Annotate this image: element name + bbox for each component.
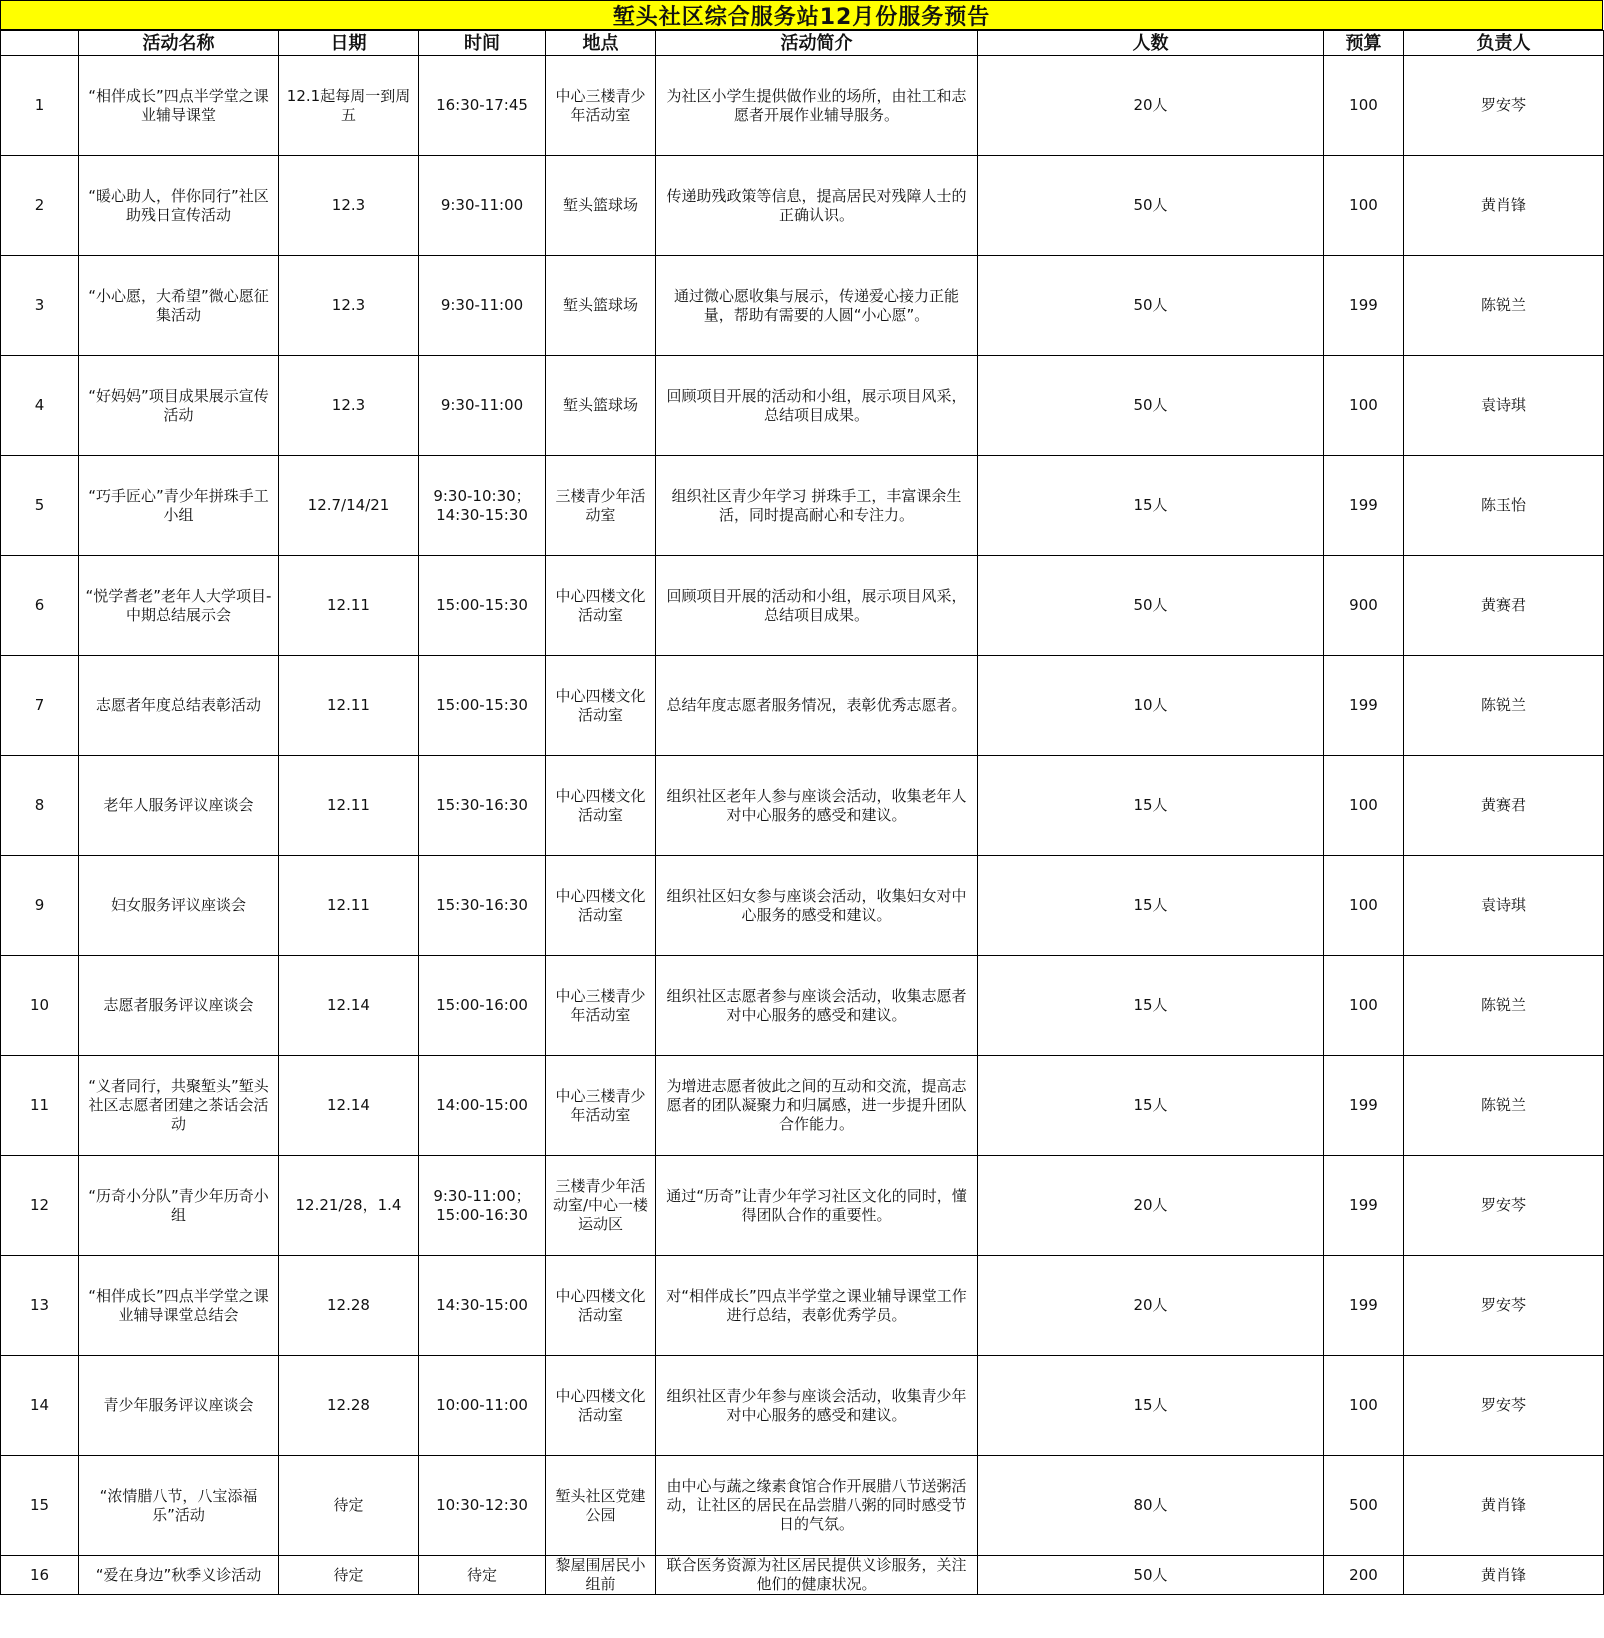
cell-time[interactable]: 15:00-15:30	[419, 556, 546, 656]
cell-lead[interactable]: 罗安芩	[1404, 56, 1604, 156]
table-row	[1, 456, 1604, 556]
cell-description[interactable]: 为社区小学生提供做作业的场所，由社工和志愿者开展作业辅导服务。	[656, 56, 978, 156]
cell-people[interactable]: 50人	[978, 256, 1324, 356]
header-people: 人数	[978, 31, 1324, 56]
cell-date[interactable]: 12.11	[279, 856, 419, 956]
cell-description[interactable]: 组织社区妇女参与座谈会活动，收集妇女对中心服务的感受和建议。	[656, 856, 978, 956]
service-table	[0, 30, 1604, 1595]
cell-index[interactable]: 13	[1, 1256, 79, 1356]
cell-place[interactable]: 中心四楼文化活动室	[546, 656, 656, 756]
cell-activity-name[interactable]: “暖心助人，伴你同行”社区助残日宣传活动	[79, 156, 279, 256]
cell-description[interactable]: 通过“历奇”让青少年学习社区文化的同时，懂得团队合作的重要性。	[656, 1156, 978, 1256]
table-row	[1, 1556, 1604, 1595]
cell-date[interactable]: 12.3	[279, 356, 419, 456]
cell-place[interactable]: 三楼青少年活动室	[546, 456, 656, 556]
cell-time[interactable]: 15:30-16:30	[419, 756, 546, 856]
cell-people[interactable]: 20人	[978, 1256, 1324, 1356]
cell-index[interactable]: 14	[1, 1356, 79, 1456]
cell-description[interactable]: 传递助残政策等信息，提高居民对残障人士的正确认识。	[656, 156, 978, 256]
table-row	[1, 956, 1604, 1056]
cell-place[interactable]: 三楼青少年活动室/中心一楼运动区	[546, 1156, 656, 1256]
cell-time[interactable]: 9:30-11:00	[419, 356, 546, 456]
table-row	[1, 856, 1604, 956]
cell-place[interactable]: 中心四楼文化活动室	[546, 756, 656, 856]
cell-activity-name[interactable]: “浓情腊八节，八宝添福乐”活动	[79, 1456, 279, 1556]
cell-date[interactable]: 12.28	[279, 1256, 419, 1356]
header-date: 日期	[279, 31, 419, 56]
cell-lead[interactable]: 陈锐兰	[1404, 956, 1604, 1056]
cell-date[interactable]: 12.11	[279, 656, 419, 756]
cell-lead[interactable]: 黄肖锋	[1404, 156, 1604, 256]
cell-budget[interactable]: 100	[1324, 856, 1404, 956]
cell-description[interactable]: 组织社区青少年参与座谈会活动，收集青少年对中心服务的感受和建议。	[656, 1356, 978, 1456]
cell-date[interactable]: 待定	[279, 1456, 419, 1556]
cell-budget[interactable]: 100	[1324, 356, 1404, 456]
cell-date[interactable]: 待定	[279, 1556, 419, 1595]
cell-place[interactable]: 堑头篮球场	[546, 156, 656, 256]
header-place: 地点	[546, 31, 656, 56]
table-row	[1, 1456, 1604, 1556]
table-row	[1, 256, 1604, 356]
cell-description[interactable]: 回顾项目开展的活动和小组，展示项目风采，总结项目成果。	[656, 556, 978, 656]
cell-people[interactable]: 15人	[978, 456, 1324, 556]
cell-budget[interactable]: 199	[1324, 456, 1404, 556]
cell-lead[interactable]: 袁诗琪	[1404, 856, 1604, 956]
cell-index[interactable]: 3	[1, 256, 79, 356]
cell-date[interactable]: 12.14	[279, 1056, 419, 1156]
cell-time[interactable]: 9:30-11:00；15:00-16:30	[419, 1156, 546, 1256]
cell-budget[interactable]: 900	[1324, 556, 1404, 656]
cell-budget[interactable]: 500	[1324, 1456, 1404, 1556]
cell-people[interactable]: 80人	[978, 1456, 1324, 1556]
cell-people[interactable]: 20人	[978, 1156, 1324, 1256]
cell-date[interactable]: 12.11	[279, 556, 419, 656]
cell-activity-name[interactable]: “爱在身边”秋季义诊活动	[79, 1556, 279, 1595]
cell-lead[interactable]: 袁诗琪	[1404, 356, 1604, 456]
cell-activity-name[interactable]: “历奇小分队”青少年历奇小组	[79, 1156, 279, 1256]
cell-place[interactable]: 堑头篮球场	[546, 356, 656, 456]
table-row	[1, 1356, 1604, 1456]
cell-activity-name[interactable]: “巧手匠心”青少年拼珠手工小组	[79, 456, 279, 556]
table-row	[1, 1056, 1604, 1156]
cell-activity-name[interactable]: 志愿者年度总结表彰活动	[79, 656, 279, 756]
cell-lead[interactable]: 黄肖锋	[1404, 1456, 1604, 1556]
cell-place[interactable]: 黎屋围居民小组前	[546, 1556, 656, 1595]
cell-date[interactable]: 12.14	[279, 956, 419, 1056]
table-row	[1, 556, 1604, 656]
cell-activity-name[interactable]: 志愿者服务评议座谈会	[79, 956, 279, 1056]
cell-description[interactable]: 为增进志愿者彼此之间的互动和交流，提高志愿者的团队凝聚力和归属感，进一步提升团队合作能力。	[656, 1056, 978, 1156]
cell-people[interactable]: 50人	[978, 356, 1324, 456]
cell-description[interactable]: 组织社区老年人参与座谈会活动，收集老年人对中心服务的感受和建议。	[656, 756, 978, 856]
cell-time[interactable]: 14:00-15:00	[419, 1056, 546, 1156]
cell-people[interactable]: 50人	[978, 1556, 1324, 1595]
header-budget: 预算	[1324, 31, 1404, 56]
cell-budget[interactable]: 199	[1324, 1056, 1404, 1156]
table-body	[1, 56, 1604, 1595]
cell-description[interactable]: 总结年度志愿者服务情况，表彰优秀志愿者。	[656, 656, 978, 756]
cell-description[interactable]: 回顾项目开展的活动和小组，展示项目风采，总结项目成果。	[656, 356, 978, 456]
cell-date[interactable]: 12.1起每周一到周五	[279, 56, 419, 156]
cell-place[interactable]: 中心四楼文化活动室	[546, 1256, 656, 1356]
cell-activity-name[interactable]: “相伴成长”四点半学堂之课业辅导课堂	[79, 56, 279, 156]
cell-index[interactable]: 9	[1, 856, 79, 956]
cell-description[interactable]: 联合医务资源为社区居民提供义诊服务，关注他们的健康状况。	[656, 1556, 978, 1595]
cell-place[interactable]: 中心四楼文化活动室	[546, 556, 656, 656]
cell-people[interactable]: 20人	[978, 56, 1324, 156]
cell-index[interactable]: 10	[1, 956, 79, 1056]
cell-date[interactable]: 12.3	[279, 256, 419, 356]
cell-index[interactable]: 2	[1, 156, 79, 256]
cell-lead[interactable]: 黄肖锋	[1404, 1556, 1604, 1595]
cell-time[interactable]: 9:30-11:00	[419, 256, 546, 356]
cell-lead[interactable]: 陈锐兰	[1404, 656, 1604, 756]
cell-index[interactable]: 4	[1, 356, 79, 456]
header-row	[1, 31, 1604, 56]
cell-place[interactable]: 堑头社区党建公园	[546, 1456, 656, 1556]
cell-budget[interactable]: 100	[1324, 1356, 1404, 1456]
cell-time[interactable]: 10:00-11:00	[419, 1356, 546, 1456]
cell-budget[interactable]: 200	[1324, 1556, 1404, 1595]
cell-index[interactable]: 12	[1, 1156, 79, 1256]
cell-description[interactable]: 由中心与蔬之缘素食馆合作开展腊八节送粥活动，让社区的居民在品尝腊八粥的同时感受节日的气氛。	[656, 1456, 978, 1556]
cell-budget[interactable]: 199	[1324, 1256, 1404, 1356]
cell-time[interactable]: 9:30-11:00	[419, 156, 546, 256]
cell-time[interactable]: 16:30-17:45	[419, 56, 546, 156]
cell-activity-name[interactable]: “小心愿，大希望”微心愿征集活动	[79, 256, 279, 356]
cell-budget[interactable]: 199	[1324, 1156, 1404, 1256]
cell-budget[interactable]: 100	[1324, 156, 1404, 256]
cell-date[interactable]: 12.11	[279, 756, 419, 856]
cell-index[interactable]: 11	[1, 1056, 79, 1156]
cell-budget[interactable]: 199	[1324, 256, 1404, 356]
cell-time[interactable]: 14:30-15:00	[419, 1256, 546, 1356]
table-row	[1, 56, 1604, 156]
cell-place[interactable]: 中心三楼青少年活动室	[546, 56, 656, 156]
cell-time[interactable]: 15:00-16:00	[419, 956, 546, 1056]
cell-lead[interactable]: 罗安芩	[1404, 1256, 1604, 1356]
cell-time[interactable]: 10:30-12:30	[419, 1456, 546, 1556]
cell-index[interactable]: 8	[1, 756, 79, 856]
cell-people[interactable]: 10人	[978, 656, 1324, 756]
header-name: 活动名称	[79, 31, 279, 56]
cell-time[interactable]: 待定	[419, 1556, 546, 1595]
cell-people[interactable]: 15人	[978, 1056, 1324, 1156]
cell-description[interactable]: 通过微心愿收集与展示，传递爱心接力正能量，帮助有需要的人圆“小心愿”。	[656, 256, 978, 356]
table-row	[1, 756, 1604, 856]
cell-activity-name[interactable]: “悦学耆老”老年人大学项目-中期总结展示会	[79, 556, 279, 656]
cell-budget[interactable]: 100	[1324, 756, 1404, 856]
cell-budget[interactable]: 199	[1324, 656, 1404, 756]
cell-activity-name[interactable]: 妇女服务评议座谈会	[79, 856, 279, 956]
cell-time[interactable]: 15:30-16:30	[419, 856, 546, 956]
cell-budget[interactable]: 100	[1324, 956, 1404, 1056]
sheet-title: 堑头社区综合服务站12月份服务预告	[0, 0, 1603, 30]
cell-budget[interactable]: 100	[1324, 56, 1404, 156]
table-row	[1, 356, 1604, 456]
header-time: 时间	[419, 31, 546, 56]
cell-people[interactable]: 15人	[978, 856, 1324, 956]
cell-index[interactable]: 7	[1, 656, 79, 756]
cell-time[interactable]: 9:30-10:30；14:30-15:30	[419, 456, 546, 556]
header-index	[1, 31, 79, 56]
cell-people[interactable]: 50人	[978, 156, 1324, 256]
table-row	[1, 156, 1604, 256]
cell-time[interactable]: 15:00-15:30	[419, 656, 546, 756]
cell-people[interactable]: 15人	[978, 1356, 1324, 1456]
cell-index[interactable]: 15	[1, 1456, 79, 1556]
cell-place[interactable]: 中心四楼文化活动室	[546, 1356, 656, 1456]
cell-lead[interactable]: 陈锐兰	[1404, 1056, 1604, 1156]
cell-index[interactable]: 1	[1, 56, 79, 156]
cell-date[interactable]: 12.21/28，1.4	[279, 1156, 419, 1256]
cell-date[interactable]: 12.7/14/21	[279, 456, 419, 556]
cell-index[interactable]: 5	[1, 456, 79, 556]
cell-lead[interactable]: 陈玉怡	[1404, 456, 1604, 556]
cell-place[interactable]: 堑头篮球场	[546, 256, 656, 356]
cell-place[interactable]: 中心三楼青少年活动室	[546, 956, 656, 1056]
cell-index[interactable]: 6	[1, 556, 79, 656]
cell-activity-name[interactable]: “相伴成长”四点半学堂之课业辅导课堂总结会	[79, 1256, 279, 1356]
cell-activity-name[interactable]: 老年人服务评议座谈会	[79, 756, 279, 856]
cell-date[interactable]: 12.3	[279, 156, 419, 256]
cell-place[interactable]: 中心三楼青少年活动室	[546, 1056, 656, 1156]
cell-lead[interactable]: 陈锐兰	[1404, 256, 1604, 356]
header-lead: 负责人	[1404, 31, 1604, 56]
header-desc: 活动简介	[656, 31, 978, 56]
cell-people[interactable]: 15人	[978, 756, 1324, 856]
cell-activity-name[interactable]: “义者同行，共聚堑头”堑头社区志愿者团建之茶话会活动	[79, 1056, 279, 1156]
cell-lead[interactable]: 黄赛君	[1404, 556, 1604, 656]
cell-activity-name[interactable]: “好妈妈”项目成果展示宣传活动	[79, 356, 279, 456]
cell-lead[interactable]: 罗安芩	[1404, 1156, 1604, 1256]
cell-date[interactable]: 12.28	[279, 1356, 419, 1456]
cell-activity-name[interactable]: 青少年服务评议座谈会	[79, 1356, 279, 1456]
cell-lead[interactable]: 黄赛君	[1404, 756, 1604, 856]
table-row	[1, 1256, 1604, 1356]
table-row	[1, 656, 1604, 756]
table-row	[1, 1156, 1604, 1256]
cell-place[interactable]: 中心四楼文化活动室	[546, 856, 656, 956]
cell-description[interactable]: 对“相伴成长”四点半学堂之课业辅导课堂工作进行总结，表彰优秀学员。	[656, 1256, 978, 1356]
cell-index[interactable]: 16	[1, 1556, 79, 1595]
cell-people[interactable]: 15人	[978, 956, 1324, 1056]
cell-description[interactable]: 组织社区青少年学习 拼珠手工，丰富课余生活，同时提高耐心和专注力。	[656, 456, 978, 556]
cell-lead[interactable]: 罗安芩	[1404, 1356, 1604, 1456]
cell-people[interactable]: 50人	[978, 556, 1324, 656]
cell-description[interactable]: 组织社区志愿者参与座谈会活动，收集志愿者对中心服务的感受和建议。	[656, 956, 978, 1056]
